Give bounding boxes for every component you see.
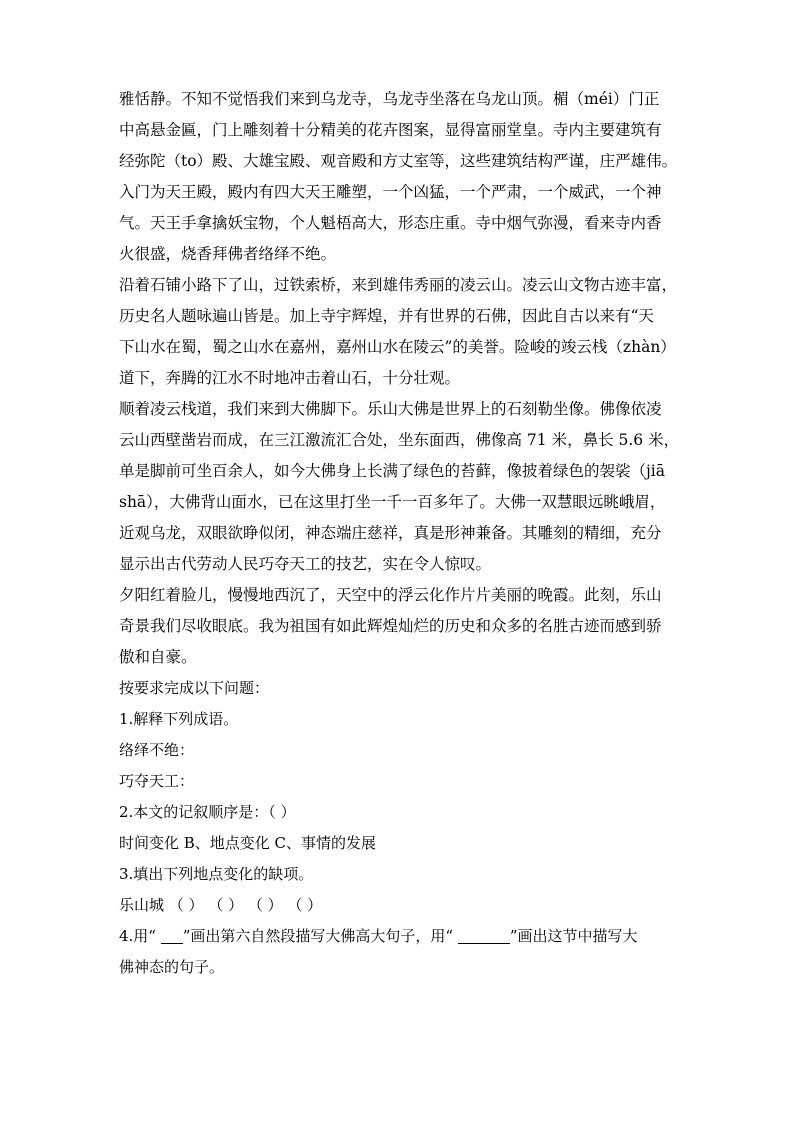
- text-line: 沿着石铺小路下了山，过铁索桥，来到雄伟秀丽的凌云山。凌云山文物古迹丰富，: [119, 276, 678, 294]
- question-2-options: 时间变化 B、地点变化 C、事情的发展: [119, 834, 377, 852]
- paragraph-sunset: [119, 580, 679, 673]
- text-line: 入门为天王殿，殿内有四大天王雕塑，一个凶猛，一个严肃，一个威武，一个神: [119, 183, 662, 201]
- text-line: 顺着凌云栈道，我们来到大佛脚下。乐山大佛是世界上的石刻勒坐像。佛像依凌: [119, 400, 662, 418]
- text-line: 奇景我们尽收眼底。我为祖国有如此辉煌灿烂的历史和众多的名胜古迹而感到骄: [119, 617, 662, 635]
- question-4-suffix: ”画出这节中描写大: [509, 927, 638, 945]
- question-4-prefix: 4.用“: [119, 927, 161, 945]
- text-line: 气。天王手拿擒妖宝物，个人魁梧高大，形态庄重。寺中烟气弥漫，看来寺内香: [119, 214, 662, 232]
- question-4-line-1: [119, 921, 679, 952]
- paragraph-giant-buddha: [119, 394, 679, 580]
- questions-section: [119, 673, 679, 983]
- question-2-title: 2.本文的记叙顺序是：（ ）: [119, 803, 296, 821]
- questions-intro: 按要求完成以下问题：: [119, 679, 270, 697]
- document-page: [119, 84, 679, 983]
- text-line: 显示出古代劳动人民巧夺天工的技艺，实在令人惊叹。: [119, 555, 492, 573]
- text-line: 近观乌龙，双眼欲睁似闭，神态端庄慈祥，真是形神兼备。其雕刻的精细，充分: [119, 524, 662, 542]
- question-1-item-a: 络绎不绝：: [119, 741, 195, 759]
- text-line: 下山水在蜀，蜀之山水在嘉州，嘉州山水在陵云”的美誉。险峻的竣云栈（zhàn）: [119, 338, 676, 356]
- question-3-answer-row: 乐山城 （ ） （ ） （ ） （ ）: [119, 896, 323, 914]
- text-line: 中高悬金匾，门上雕刻着十分精美的花卉图案，显得富丽堂皇。寺内主要建筑有: [119, 121, 662, 139]
- paragraph-wulong-temple: [119, 84, 679, 270]
- underline-blank-long: [458, 925, 510, 944]
- text-line: 傲和自豪。: [119, 648, 197, 666]
- text-line: 雅恬静。不知不觉悟我们来到乌龙寺，乌龙寺坐落在乌龙山顶。楣（méi）门正: [119, 90, 660, 108]
- text-line: 云山西壁凿岩而成，在三江激流汇合处，坐东面西，佛像高 71 米，鼻长 5.6 米，: [119, 431, 680, 449]
- question-4-middle: ”画出第六自然段描写大佛高大句子，用“: [182, 927, 458, 945]
- question-3-title: 3.填出下列地点变化的缺项。: [119, 865, 314, 883]
- text-line: shā），大佛背山面水，已在这里打坐一千一百多年了。大佛一双慧眼远眺峨眉，: [119, 493, 666, 511]
- text-line: 道下，奔腾的江水不时地冲击着山石，十分壮观。: [119, 369, 461, 387]
- text-line: 夕阳红着脸儿，慢慢地西沉了，天空中的浮云化作片片美丽的晚霞。此刻，乐山: [119, 586, 662, 604]
- underline-blank-short: [161, 925, 183, 944]
- question-1-item-b: 巧夺天工：: [119, 772, 195, 790]
- text-line: 单是脚前可坐百余人，如今大佛身上长满了绿色的苔藓，像披着绿色的袈裟（jiā: [119, 462, 666, 480]
- paragraph-lingyun-mountain: [119, 270, 679, 394]
- question-4-line-2: 佛神态的句子。: [119, 958, 225, 976]
- text-line: 历史名人题咏遍山皆是。加上寺宇辉煌，并有世界的石佛，因此自古以来有“天: [119, 307, 654, 325]
- text-line: 经弥陀（to）殿、大雄宝殿、观音殿和方丈室等，这些建筑结构严谨，庄严雄伟。: [119, 152, 678, 170]
- question-1-title: 1.解释下列成语。: [119, 710, 239, 728]
- text-line: 火很盛，烧香拜佛者络绎不绝。: [119, 245, 337, 263]
